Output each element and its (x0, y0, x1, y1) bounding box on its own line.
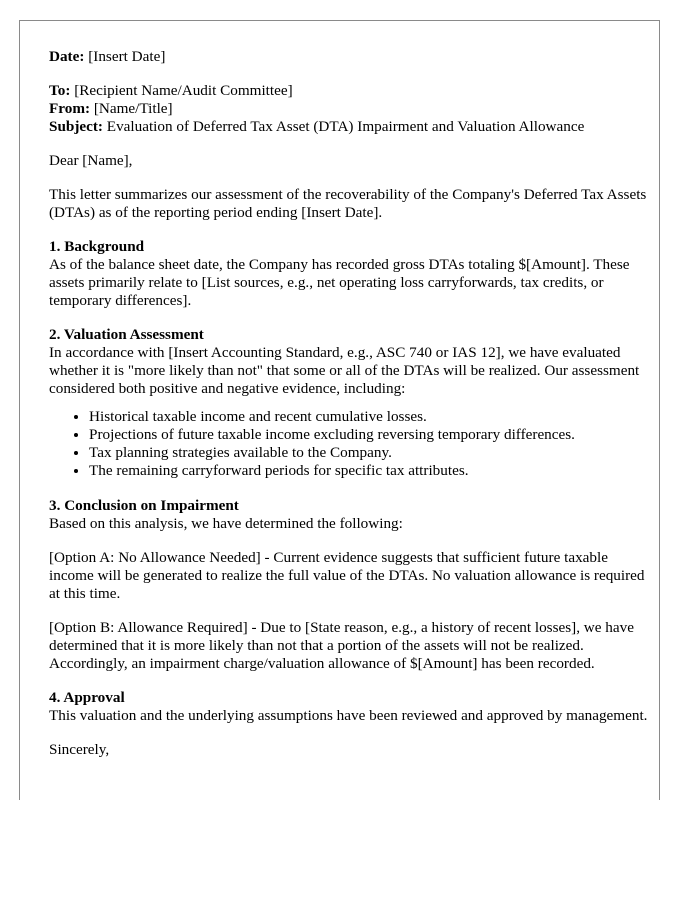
from-line (49, 100, 649, 118)
date-line (49, 48, 649, 66)
section-conclusion (49, 497, 649, 533)
section-conclusion-body: Based on this analysis, we have determined the following: (49, 515, 403, 532)
section-background-title: 1. Background (49, 238, 145, 255)
to-label: To: (49, 82, 71, 99)
to-line (49, 82, 649, 100)
address-block (49, 82, 649, 136)
letter-page (19, 20, 660, 800)
date-label: Date: (49, 48, 85, 65)
section-valuation (49, 326, 649, 398)
letter-content (49, 48, 649, 775)
list-item: • Tax planning strategies available to the Company. (89, 444, 649, 462)
section-background-body: As of the balance sheet date, the Company has recorded gross DTAs totaling $[Amount]. These assets primarily relate to [List sources, e.g., net operating loss carryforwards, tax credits, or temporary differences]. (49, 256, 630, 309)
from-label: From: (49, 100, 91, 117)
closing: Sincerely, (49, 741, 110, 758)
subject-value: Evaluation of Deferred Tax Asset (DTA) Impairment and Valuation Allowance (106, 118, 585, 135)
section-background (49, 238, 649, 310)
date-value: [Insert Date] (88, 48, 166, 65)
from-value: [Name/Title] (93, 100, 173, 117)
section-approval (49, 689, 649, 725)
intro-paragraph: This letter summarizes our assessment of the recoverability of the Company's Deferred Tax Assets (DTAs) as of the reporting period ending [Insert Date]. (49, 186, 647, 221)
to-value: [Recipient Name/Audit Committee] (74, 82, 293, 99)
section-valuation-title: 2. Valuation Assessment (49, 326, 204, 343)
greeting: Dear [Name], (49, 152, 133, 169)
list-item: • Projections of future taxable income excluding reversing temporary differences. (89, 426, 649, 444)
section-conclusion-title: 3. Conclusion on Impairment (49, 497, 239, 514)
subject-line (49, 118, 649, 136)
section-approval-title: 4. Approval (49, 689, 125, 706)
evidence-list (49, 408, 649, 480)
section-approval-body: This valuation and the underlying assumptions have been reviewed and approved by management. (49, 707, 648, 724)
option-a-paragraph: [Option A: No Allowance Needed] - Current evidence suggests that sufficient future taxable income will be generated to realize the full value of the DTAs. No valuation allowance is required at this time. (49, 549, 645, 602)
subject-label: Subject: (49, 118, 103, 135)
section-valuation-body: In accordance with [Insert Accounting Standard, e.g., ASC 740 or IAS 12], we have evaluated whether it is "more likely than not" that some or all of the DTAs will be realized. Our assessment considered both positive and negative evidence, including: (49, 344, 640, 397)
list-item: • Historical taxable income and recent cumulative losses. (89, 408, 649, 426)
list-item: • The remaining carryforward periods for specific tax attributes. (89, 462, 649, 480)
option-b-paragraph: [Option B: Allowance Required] - Due to [State reason, e.g., a history of recent losses], we have determined that it is more likely than not that a portion of the assets will not be realized. Accordingly, an impairment charge/valuation allowance of $[Amount] has been recorded. (49, 619, 634, 672)
